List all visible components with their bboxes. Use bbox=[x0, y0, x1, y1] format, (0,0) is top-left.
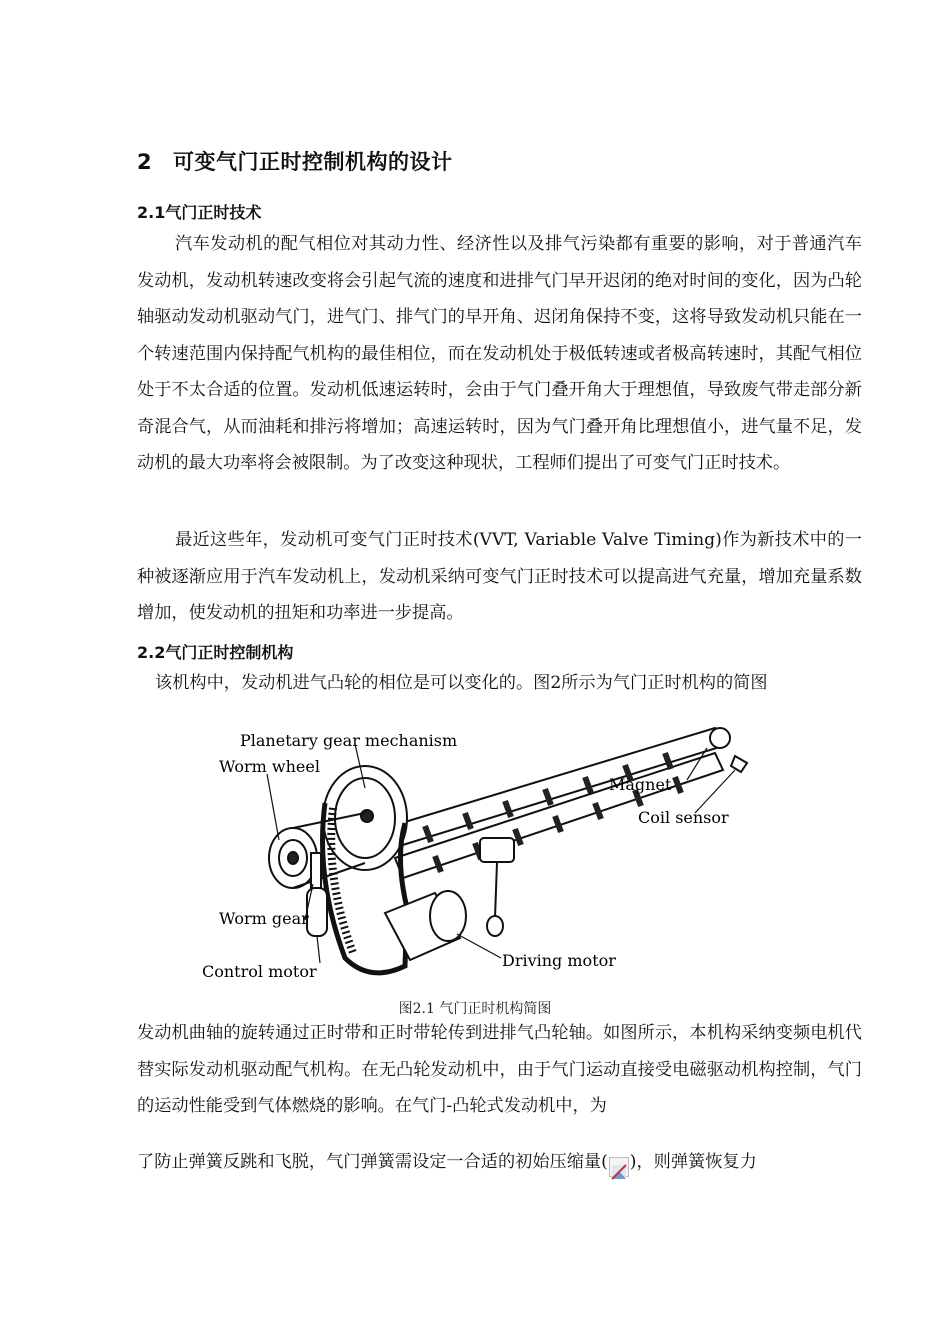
paragraph-5-end: )，则弹簧恢复力 bbox=[629, 1152, 757, 1172]
figure-caption: 图2.1 气门正时机构简图 bbox=[398, 1001, 552, 1017]
label-driving-motor: Driving motor bbox=[502, 951, 616, 970]
label-control-motor: Control motor bbox=[202, 962, 317, 981]
paragraph-5 bbox=[137, 1144, 862, 1181]
paragraph-1: 汽车发动机的配气相位对其动力性、经济性以及排气污染都有重要的影响，对于普通汽车发动机，发动机转速改变将会引起气流的速度和进排气门早开迟闭的绝对时间的变化，因为凸轮轴驱动发动机驱动气门，进气门、排气门的早开角、迟闭角保持不变，这将导致发动机只能在一个转速范围内保持配气机构的最佳相位，而在发动机处于极低转速或者极高转速时，其配气相位处于不太合适的位置。发动机低速运转时，会由于气门叠开角大于理想值，导致废气带走部分新奇混合气，从而油耗和排污将增加；高速运转时，因为气门叠开角比理想值小，进气量不足，发动机的最大功率将会被限制。为了改变这种现状，工程师们提出了可变气门正时技术。 bbox=[137, 234, 862, 473]
paragraph-4: 发动机曲轴的旋转通过正时带和正时带轮传到进排气凸轮轴。如图所示，本机构采纳变频电机代替实际发动机驱动配气机构。在无凸轮发动机中，由于气门运动直接受电磁驱动机构控制，气门的运动性能受到气体燃烧的影响。在气门-凸轮式发动机中，为 bbox=[137, 1023, 862, 1116]
vvt-mechanism-figure bbox=[195, 708, 755, 990]
label-worm-gear: Worm gear bbox=[219, 909, 309, 928]
label-coil-sensor: Coil sensor bbox=[638, 808, 729, 827]
subsection-heading-2-2: 2.2气门正时控制机构 bbox=[137, 643, 294, 662]
mechanism-diagram bbox=[195, 708, 755, 990]
paragraph-2: 最近这些年，发动机可变气门正时技术(VVT, Variable Valve Timing)作为新技术中的一种被逐渐应用于汽车发动机上，发动机采纳可变气门正时技术可以提高进气充量，增加充量系数增加，使发动机的扭矩和功率进一步提高。 bbox=[137, 530, 862, 623]
section-heading bbox=[137, 146, 453, 176]
section-title: 可变气门正时控制机构的设计 bbox=[173, 150, 453, 174]
label-planetary: Planetary gear mechanism bbox=[240, 731, 458, 750]
label-worm-wheel: Worm wheel bbox=[219, 757, 320, 776]
subsection-heading-2-1: 2.1气门正时技术 bbox=[137, 203, 262, 222]
formula-image-icon bbox=[609, 1157, 629, 1177]
paragraph-3: 该机构中，发动机进气凸轮的相位是可以变化的。图2所示为气门正时机构的简图 bbox=[155, 673, 768, 693]
paragraph-5-start: 了防止弹簧反跳和飞脱，气门弹簧需设定一合适的初始压缩量( bbox=[137, 1152, 608, 1172]
section-number: 2 bbox=[137, 150, 153, 174]
label-magnet: Magnet bbox=[609, 775, 672, 794]
